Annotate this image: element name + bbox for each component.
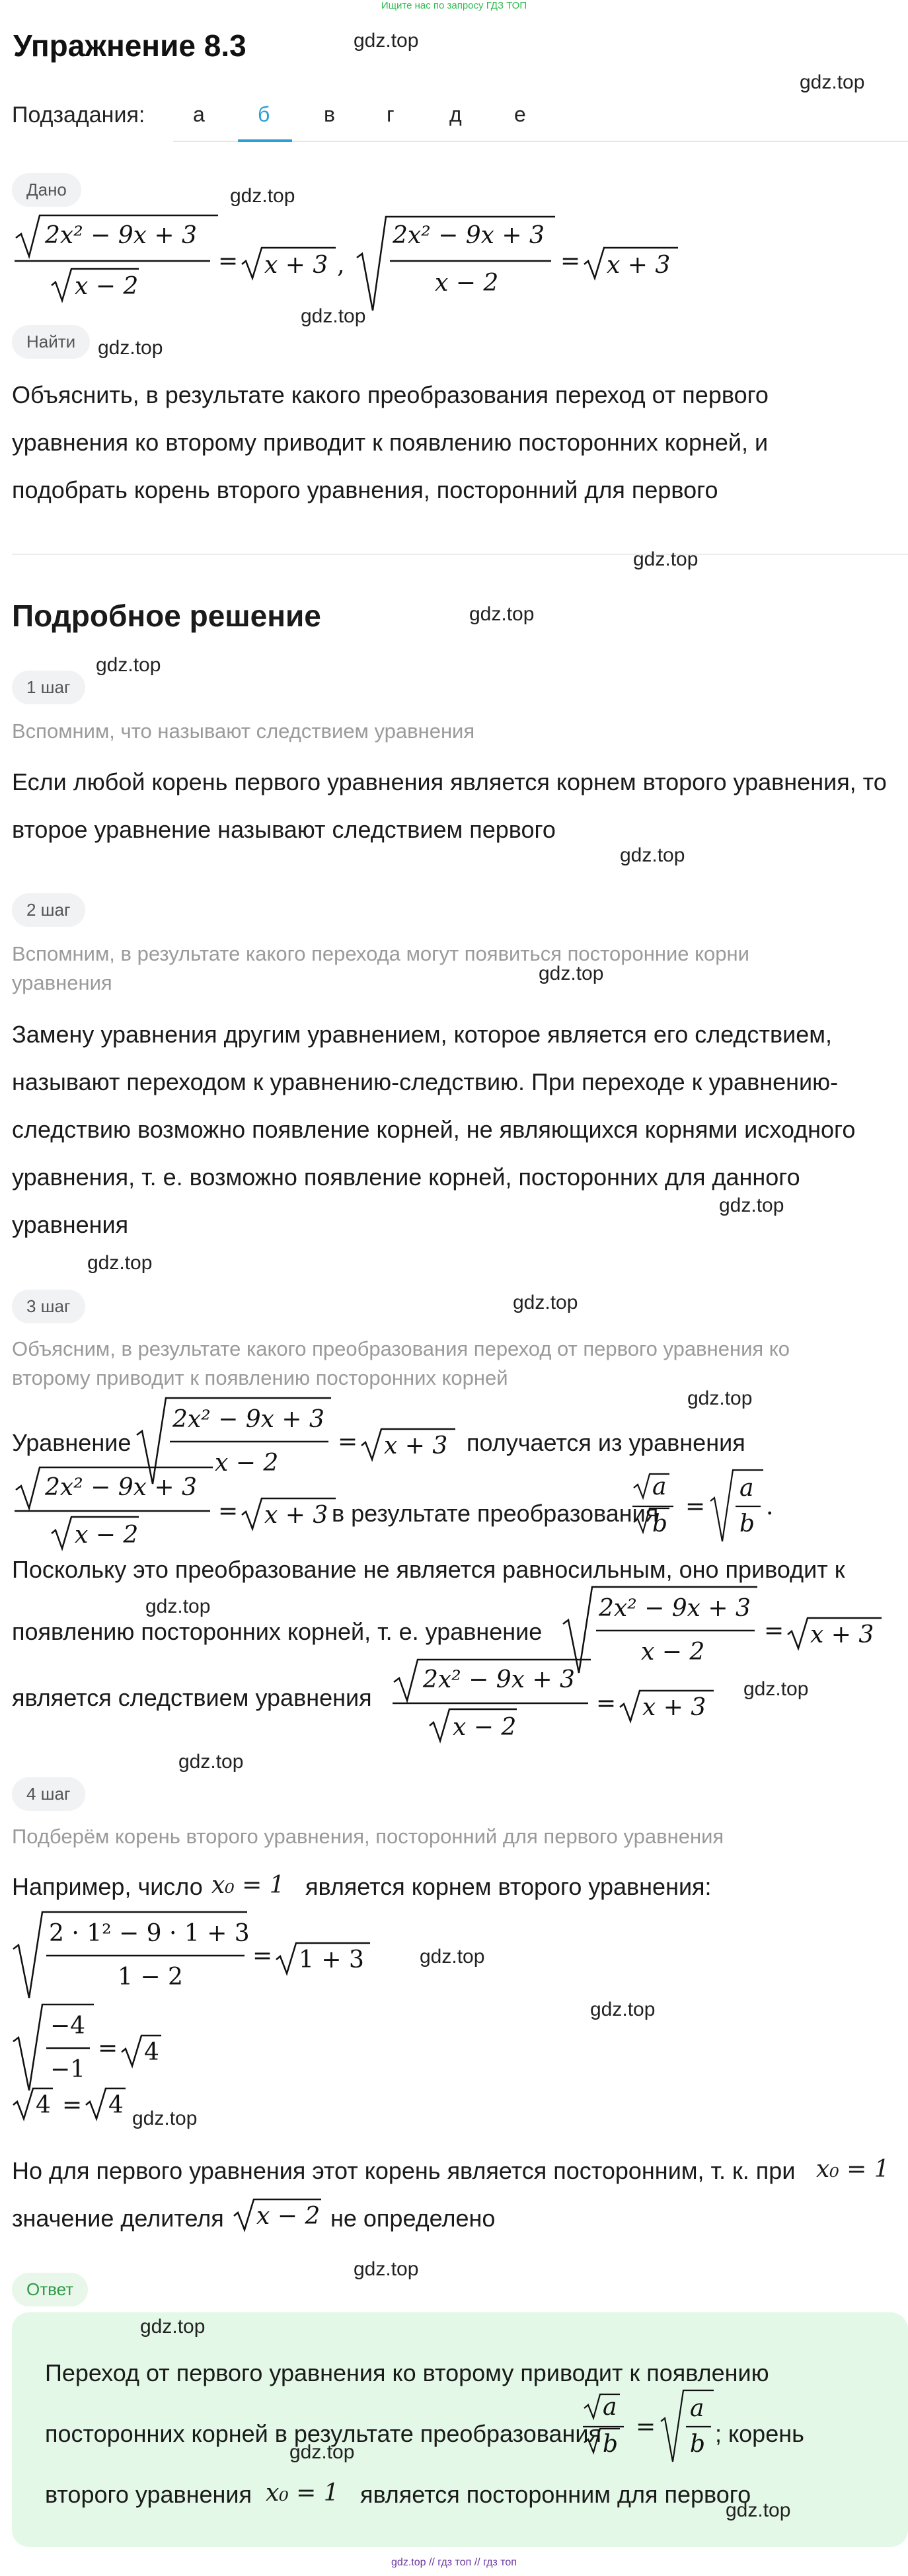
find-line: Объяснить, в результате какого преобразования переход от первого [12,381,769,408]
subtasks-label: Подзадания: [12,102,145,128]
step2-line: Замену уравнения другим уравнением, которое является его следствием, [12,1021,832,1048]
watermark: gdz.top [145,1596,211,1617]
step2-subtitle: Вспомним, в результате какого перехода могут появиться посторонние корни [12,942,749,965]
svg-text:=: = [685,1493,706,1520]
solution-title: Подробное решение [12,599,321,633]
svg-text:x + 3: x + 3 [264,1502,328,1529]
step3-text: получается из уравнения [467,1429,745,1456]
svg-text:=: = [596,1690,617,1717]
step3-text: в результате преобразования [332,1500,659,1527]
step3-text: Поскольку это преобразование не является равносильным, оно приводит к [12,1556,845,1583]
find-chip: Найти [12,325,90,359]
step3-text: является следствием уравнения [12,1684,372,1711]
watermark: gdz.top [354,30,419,52]
tab-g[interactable]: г [387,102,395,126]
answer-line: является посторонним для первого [360,2481,751,2508]
check-line-2 [12,2002,210,2094]
step1-chip: 1 шаг [12,671,85,704]
watermark: gdz.top [420,1946,485,1968]
step3-eq-first-b [390,1656,707,1748]
watermark: gdz.top [539,963,604,984]
svg-text:x − 2: x − 2 [453,1714,517,1741]
eq1-equals: = [218,248,239,275]
svg-text:x − 2: x − 2 [215,1450,279,1477]
step4-text: Но для первого уравнения этот корень является посторонним, т. к. при [12,2157,796,2184]
watermark: gdz.top [590,1999,656,2020]
exercise-title: Упражнение 8.3 [13,28,246,63]
eq2-equals: = [560,248,581,275]
step2-chip: 2 шаг [12,893,85,927]
svg-text:b: b [603,2431,619,2458]
step3-subtitle: Объясним, в результате какого преобразования переход от первого уравнения ко [12,1337,790,1360]
step4-text: значение делителя [12,2205,224,2232]
step1-line: второе уравнение называют следствием первого [12,816,556,843]
svg-text:2x² − 9x + 3: 2x² − 9x + 3 [599,1595,751,1622]
step1-line: Если любой корень первого уравнения является корнем второго уравнения, то [12,768,887,795]
svg-text:=: = [218,1498,239,1525]
svg-text:=: = [62,2092,83,2119]
svg-text:x − 2: x − 2 [641,1638,705,1666]
answer-line: ; корень [715,2420,804,2447]
step3-subtitle: второму приводит к появлению посторонних корней [12,1366,508,1389]
eq1-rhs: x + 3 [264,252,328,279]
tab-b[interactable]: б [258,102,270,126]
eq2-denominator: x − 2 [435,270,499,297]
watermark: gdz.top [719,1195,784,1216]
step4-chip: 4 шаг [12,1777,85,1811]
svg-text:x + 3: x + 3 [384,1432,448,1459]
step3-text: появлению посторонних корней, т. е. уравнение [12,1618,543,1645]
step3-eq-first [12,1463,329,1556]
step2-subtitle: уравнения [12,971,112,994]
answer-chip: Ответ [12,2273,88,2306]
svg-text:x + 3: x + 3 [642,1694,706,1721]
check-line-1 [12,1909,382,2002]
x0-equals-1: x₀ = 1 [266,2480,339,2507]
step3-text: Уравнение [12,1429,132,1456]
svg-text:a: a [603,2394,617,2421]
svg-text:1 − 2: 1 − 2 [118,1964,183,1991]
svg-text:b: b [690,2431,706,2458]
svg-text:−4: −4 [50,2012,86,2040]
svg-text:4: 4 [36,2092,51,2119]
svg-text:x − 2: x − 2 [256,2203,321,2230]
active-tab-indicator [238,139,292,142]
answer-line: Переход от первого уравнения ко второму приводит к появлению [45,2359,769,2386]
svg-text:4: 4 [108,2092,124,2119]
svg-text:b: b [652,1510,668,1537]
watermark: gdz.top [301,305,366,327]
tab-e[interactable]: е [514,102,526,126]
comma: , [337,252,345,279]
svg-text:=: = [252,1942,273,1969]
svg-text:b: b [739,1510,755,1537]
svg-text:2x² − 9x + 3: 2x² − 9x + 3 [423,1666,575,1693]
watermark: gdz.top [132,2108,198,2129]
watermark: gdz.top [96,654,161,676]
watermark: gdz.top [98,337,163,359]
svg-text:2x² − 9x + 3: 2x² − 9x + 3 [172,1406,324,1433]
footer-links[interactable]: gdz.top // гдз топ // гдз топ [391,2557,517,2568]
answer-line: второго уравнения [45,2481,252,2508]
watermark: gdz.top [230,185,295,207]
svg-text:=: = [98,2035,118,2062]
svg-text:2x² − 9x + 3: 2x² − 9x + 3 [45,1474,197,1501]
step4-text: Например, число [12,1873,203,1900]
eq2-numerator: 2x² − 9x + 3 [393,222,545,249]
step3-transform [631,1468,823,1554]
tab-v[interactable]: в [324,102,335,126]
top-ad[interactable]: Ищите нас по запросу ГДЗ ТОП [381,0,527,11]
watermark: gdz.top [87,1252,153,1274]
watermark: gdz.top [513,1292,578,1313]
step3-chip: 3 шаг [12,1290,85,1323]
eq2-rhs: x + 3 [607,252,671,279]
watermark: gdz.top [289,2441,355,2463]
watermark: gdz.top [687,1387,753,1409]
watermark: gdz.top [354,2258,419,2280]
answer-line: посторонних корней в результате преобразования [45,2420,601,2447]
step2-line: следствию возможно появление корней, не являющихся корнями исходного [12,1116,856,1143]
svg-text:=: = [338,1428,358,1455]
watermark: gdz.top [469,603,535,625]
step2-line: уравнения [12,1211,129,1238]
svg-text:=: = [764,1617,784,1644]
watermark: gdz.top [178,1751,244,1773]
watermark: gdz.top [726,2499,791,2521]
given-chip: Дано [12,173,81,207]
svg-text:a: a [739,1475,754,1502]
x0-equals-1: x₀ = 1 [816,2156,889,2183]
svg-text:.: . [766,1493,774,1520]
watermark: gdz.top [620,844,685,866]
svg-text:2 · 1² − 9 · 1 + 3: 2 · 1² − 9 · 1 + 3 [49,1920,250,1947]
x0-equals-1: x₀ = 1 [211,1872,285,1899]
tab-d[interactable]: д [449,102,462,126]
watermark: gdz.top [743,1678,809,1700]
eq1-numerator: 2x² − 9x + 3 [45,222,197,249]
step4-text: не определено [330,2205,496,2232]
divisor-sqrt [233,2192,332,2238]
find-line: уравнения ко второму приводит к появлению посторонних корней, и [12,429,769,456]
svg-text:x − 2: x − 2 [75,1522,139,1549]
svg-text:1 + 3: 1 + 3 [299,1946,364,1973]
step4-text: является корнем второго уравнения: [305,1873,712,1900]
watermark: gdz.top [633,548,699,570]
tab-a[interactable]: а [193,102,205,126]
svg-text:=: = [636,2413,656,2441]
svg-text:a: a [652,1473,667,1500]
eq1-denominator: x − 2 [75,273,139,300]
svg-text:x + 3: x + 3 [810,1621,874,1648]
svg-text:4: 4 [144,2039,159,2066]
step4-subtitle: Подберём корень второго уравнения, посторонний для первого уравнения [12,1825,724,1848]
svg-text:−1: −1 [50,2056,86,2083]
section-divider [12,554,908,555]
step1-subtitle: Вспомним, что называют следствием уравнения [12,719,475,743]
find-line: подобрать корень второго уравнения, посторонний для первого [12,476,718,503]
watermark: gdz.top [140,2316,206,2337]
watermark: gdz.top [800,71,865,93]
step2-line: уравнения, т. е. возможно появление корней, посторонних для данного [12,1163,800,1191]
svg-text:a: a [690,2395,704,2422]
step2-line: называют переходом к уравнению-следствию. При переходе к уравнению- [12,1068,839,1095]
given-equations [12,211,739,311]
